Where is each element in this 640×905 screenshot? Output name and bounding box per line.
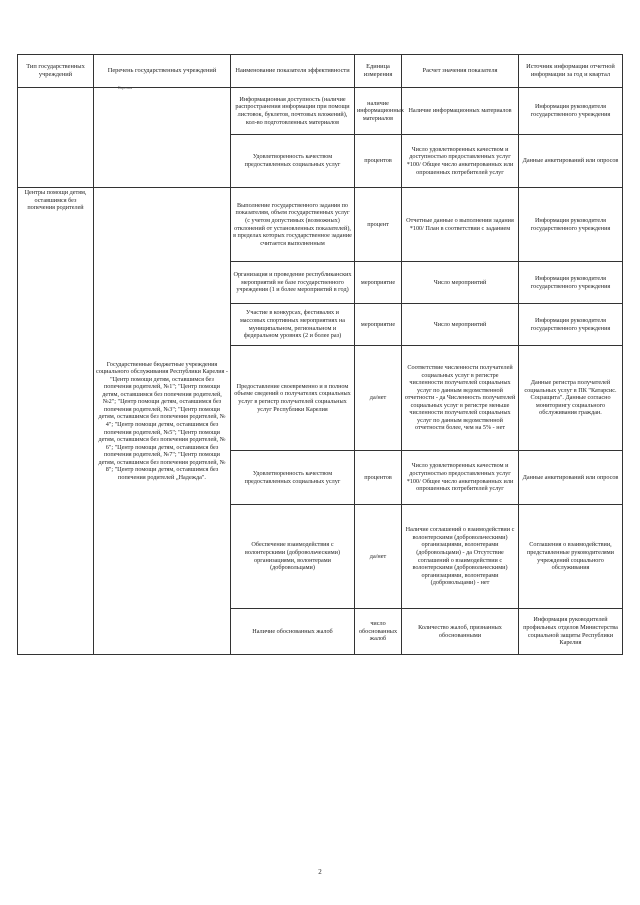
source-cell: Информация руководителя государственного учреждения	[519, 262, 623, 304]
cut-off-text-fragment: Карелия	[118, 85, 133, 90]
unit-cell: наличие информационных материалов	[355, 88, 402, 135]
indicator-cell: Предоставление своевременно и в полном объеме сведений о получателях социальных услуг в регистр получателей социальных услуг Республики Карелия	[231, 346, 355, 451]
table-row	[18, 188, 623, 262]
source-cell: Информация руководителя государственного учреждения	[519, 88, 623, 135]
source-cell: Данные анкетирований или опросов	[519, 135, 623, 188]
unit-cell: да/нет	[355, 346, 402, 451]
calculation-cell: Наличие соглашений о взаимодействии с волонтерскими (добровольческими) организациями, волонтерами (добровольцами) - да Отсутствие соглашений о взаимодействии с волонтерскими (добровольческими) организациями, волонтерами (добровольцами) - нет	[402, 505, 519, 609]
header-cell: Тип государственных учреждений	[18, 55, 94, 88]
calculation-cell: Число мероприятий	[402, 304, 519, 346]
unit-cell: процент	[355, 188, 402, 262]
header-cell: Наименование показателя эффективности	[231, 55, 355, 88]
indicators-table	[17, 54, 623, 655]
indicator-cell: Наличие обоснованных жалоб	[231, 609, 355, 655]
source-cell: Информация руководителя государственного учреждения	[519, 188, 623, 262]
unit-cell: процентов	[355, 451, 402, 505]
header-cell: Перечень государственных учреждений	[94, 55, 231, 88]
table-row	[18, 88, 623, 135]
page-number: 2	[318, 868, 322, 876]
calculation-cell: Количество жалоб, признанных обоснованными	[402, 609, 519, 655]
source-cell: Информация руководителей профильных отделов Министерства социальной защиты Республики Карелия	[519, 609, 623, 655]
calculation-cell: Наличие информационных материалов	[402, 88, 519, 135]
calculation-cell: Число удовлетворенных качеством и доступностью предоставленных услуг *100/ Общее число анкетированных или опрошенных потребителей услуг	[402, 451, 519, 505]
unit-cell: мероприятие	[355, 304, 402, 346]
institution-type-cell: Центры помощи детям, оставшимся без попечения родителей	[18, 188, 94, 655]
calculation-cell: Число удовлетворенных качеством и доступностью предоставленных услуг *100/ Общее число анкетированных или опрошенных потребителей услуг	[402, 135, 519, 188]
calculation-cell: Соответствие численности получателей социальных услуг в регистре численности получателей социальных услуг по данным ведомственной отчетности - да Численность получателей социальных услуг в регистре меньше численности получателей социальных услуг по данным ведомственной отчетности более, чем на 5% - нет	[402, 346, 519, 451]
source-cell: Данные регистра получателей социальных услуг в ПК "Катарсис. Соцзащита". Данные согласно мониторингу социального обслуживания граждан.	[519, 346, 623, 451]
indicator-cell: Обеспечение взаимодействия с волонтерскими (добровольческими) организациями, волонтерами (добровольцами)	[231, 505, 355, 609]
unit-cell: процентов	[355, 135, 402, 188]
source-cell: Соглашения о взаимодействии, представленные руководителями учреждений социального обслуживания	[519, 505, 623, 609]
indicator-cell: Удовлетворенность качеством предоставленных социальных услуг	[231, 135, 355, 188]
empty-institutions-cell	[94, 88, 231, 188]
empty-type-cell	[18, 88, 94, 188]
calculation-cell: Отчетные данные о выполнении задания *100/ План в соответствии с заданием	[402, 188, 519, 262]
indicator-cell: Организация и проведение республиканских мероприятий не базе государственного учреждения (1 и более мероприятий в год)	[231, 262, 355, 304]
calculation-cell: Число мероприятий	[402, 262, 519, 304]
source-cell: Данные анкетирований или опросов	[519, 451, 623, 505]
indicator-cell: Информационная доступность (наличие распространения информации при помощи листовок, буклетов, почтовых вложений), кол-во подготовленных материалов	[231, 88, 355, 135]
indicator-cell: Удовлетворенность качеством предоставленных социальных услуг	[231, 451, 355, 505]
header-cell: Единица измерения	[355, 55, 402, 88]
unit-cell: да/нет	[355, 505, 402, 609]
institutions-list-cell: Государственные бюджетные учреждения социального обслуживания Республики Карелия - "Центр помощи детям, оставшимся без попечения родителей, №1"; "Центр помощи детям, оставшимся без попечения родителей, №2"; "Центр помощи детям, оставшимся без попечения родителей, №3"; "Центр помощи детям, оставшимся без попечения родителей, № 4"; "Центр помощи детям, оставшимся без попечения родителей, №5"; "Центр помощи детям, оставшимся без попечения родителей, № 6"; "Центр помощи детям, оставшимся без попечения родителей, №7"; "Центр помощи детям, оставшимся без попечения родителей, № 8"; "Центр помощи детям, оставшимся без попечения родителей „Надежда".	[94, 188, 231, 655]
indicator-cell: Выполнение государственного задания по показателям, объем государственных услуг (с учетом допустимых (возможных) отклонений от установленных показателей), в пределах которых государственное задание считается выполненным	[231, 188, 355, 262]
unit-cell: мероприятие	[355, 262, 402, 304]
header-cell: Расчет значения показателя	[402, 55, 519, 88]
table-header-row	[18, 55, 623, 88]
source-cell: Информация руководителя государственного учреждения	[519, 304, 623, 346]
header-cell: Источник информации отчетной информации за год и квартал	[519, 55, 623, 88]
indicator-cell: Участие в конкурсах, фестивалях и массовых спортивных мероприятиях на муниципальном, региональном и федеральном уровнях (2 и более раз)	[231, 304, 355, 346]
unit-cell: число обоснованных жалоб	[355, 609, 402, 655]
